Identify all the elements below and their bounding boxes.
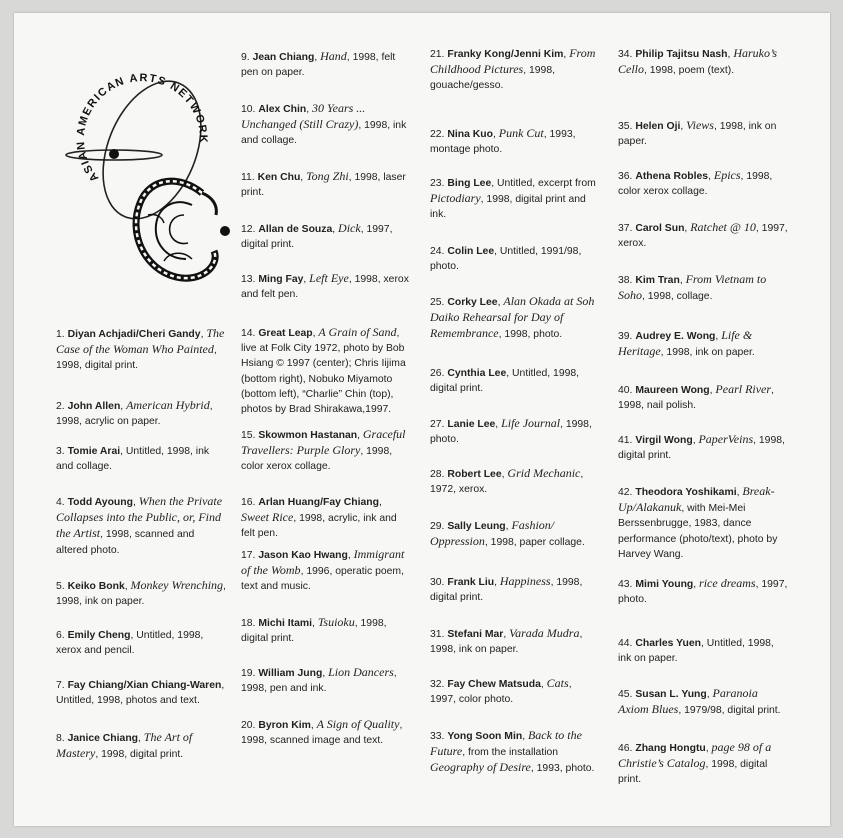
entry-number: 31. <box>430 629 445 640</box>
separator: , <box>706 689 713 700</box>
artist-name: Corky Lee <box>447 297 498 308</box>
entry-number: 12. <box>241 224 256 235</box>
separator: , <box>506 368 513 379</box>
separator: , <box>322 668 329 679</box>
artwork-entry <box>430 574 600 605</box>
artwork-title: Tong Zhi <box>306 169 349 183</box>
artwork-details: Untitled, 1998, ink and collage. <box>56 446 210 473</box>
artwork-entry <box>430 46 600 94</box>
artwork-title: Monkey Wrenching <box>130 578 224 592</box>
artwork-title: Epics <box>713 168 741 182</box>
artwork-details-secondary: , 1998, digital print and ink. <box>430 194 586 221</box>
artwork-details: , 1998, scanned and altered photo. <box>56 529 195 556</box>
entry-number: 4. <box>56 497 65 508</box>
entry-number: 35. <box>618 121 633 132</box>
artwork-entry <box>56 494 226 558</box>
entry-number: 34. <box>618 49 633 60</box>
separator: , <box>124 581 131 592</box>
artwork-title: rice dreams <box>699 576 756 590</box>
artwork-details: , 1997, photo. <box>618 579 788 606</box>
separator: , <box>312 618 318 629</box>
entry-number: 25. <box>430 297 445 308</box>
artwork-details: , 1998, digital print. <box>95 749 184 761</box>
artwork-details: , 1998, ink on paper. <box>56 581 226 608</box>
entry-number: 32. <box>430 679 445 690</box>
artwork-title: Grid Mechanic <box>507 466 581 480</box>
entry-number: 36. <box>618 171 633 182</box>
artwork-entry <box>56 578 226 609</box>
artwork-entry <box>430 676 600 707</box>
separator: , <box>505 521 512 532</box>
artist-name: Sally Leung <box>447 521 506 532</box>
artwork-entry <box>618 382 788 413</box>
artwork-entry <box>241 271 411 302</box>
separator: , <box>693 579 700 590</box>
entry-number: 42. <box>618 487 633 498</box>
separator: , <box>357 430 363 441</box>
artwork-title: Immigrant of the Womb <box>241 547 405 578</box>
artwork-details: , 1998, ink on paper. <box>618 121 777 148</box>
artwork-entry <box>241 427 411 475</box>
artwork-title: The Case of the Woman Who Painted <box>56 326 225 357</box>
artwork-details: , 1998, photo. <box>430 419 592 446</box>
artist-name: Lanie Lee <box>447 419 496 430</box>
artwork-details: , from the installation <box>462 747 559 759</box>
artwork-details: , 1998, ink on paper. <box>430 629 583 656</box>
entry-number: 14. <box>241 328 256 339</box>
artwork-details: , 1998, photo. <box>498 329 563 341</box>
artwork-details: , 1998, color xerox collage. <box>618 171 773 198</box>
entry-number: 29. <box>430 521 445 532</box>
artwork-details: , 1998, acrylic on paper. <box>56 401 213 428</box>
separator: , <box>705 743 712 754</box>
entry-number: 24. <box>430 246 445 257</box>
artist-name: Keiko Bonk <box>67 581 125 592</box>
separator: , <box>680 121 687 132</box>
artist-name: Arlan Huang/Fay Chiang <box>258 497 380 508</box>
separator: , <box>379 497 382 508</box>
separator: , <box>709 385 716 396</box>
artwork-details: Untitled, 1998, ink on paper. <box>618 638 774 665</box>
artwork-entry <box>56 398 226 429</box>
entry-number: 19. <box>241 668 256 679</box>
entry-number: 37. <box>618 223 633 234</box>
artwork-title-secondary: Pictodiary <box>430 191 481 206</box>
artwork-details: Untitled, 1998, xerox and pencil. <box>56 630 204 657</box>
artwork-entry <box>241 717 411 748</box>
artwork-details: , 1997, xerox. <box>618 223 788 250</box>
artwork-entry <box>618 272 788 304</box>
entry-number: 2. <box>56 401 65 412</box>
artwork-details: , 1996, operatic poem, text and music. <box>241 566 404 593</box>
artist-name: Tomie Arai <box>67 446 121 457</box>
artwork-entry <box>618 118 788 149</box>
entry-number: 3. <box>56 446 65 457</box>
artist-name: Mimi Young <box>635 579 694 590</box>
artwork-title: Haruko’s Cello <box>618 46 778 77</box>
entry-number: 26. <box>430 368 445 379</box>
artwork-entry <box>618 740 788 788</box>
entry-number: 27. <box>430 419 445 430</box>
separator: , <box>200 329 207 340</box>
artist-name: William Jung <box>258 668 323 679</box>
asian-american-arts-network-logo <box>52 65 252 290</box>
separator: , <box>303 274 310 285</box>
artwork-entry <box>430 626 600 657</box>
artwork-details: , 1998, laser print. <box>241 172 406 199</box>
separator: , <box>701 638 707 649</box>
separator: , <box>130 630 137 641</box>
artwork-entry <box>618 46 788 78</box>
artwork-title: Graceful Travellers: Purple Glory <box>241 427 406 458</box>
separator: , <box>563 49 570 60</box>
artwork-title: Cats <box>546 676 569 690</box>
entry-number: 8. <box>56 733 65 744</box>
artwork-title: When the Private Collapses into the Public, or, Find the Artist <box>56 494 223 541</box>
artwork-details: , 1993, montage photo. <box>430 129 576 156</box>
entry-number: 11. <box>241 172 255 183</box>
entry-number: 10. <box>241 104 256 115</box>
entry-number: 6. <box>56 630 65 641</box>
entry-number: 20. <box>241 720 256 731</box>
artist-name: John Allen <box>67 401 121 412</box>
artwork-entry <box>430 466 600 497</box>
artwork-details: , 1998, poem (text). <box>644 65 735 77</box>
artwork-title: Lion Dancers <box>328 665 394 679</box>
separator: , <box>312 328 319 339</box>
artwork-details: , 1998, digital print. <box>430 577 583 604</box>
entry-number: 18. <box>241 618 256 629</box>
artwork-details: , with Mei-Mei Berssenbrugge, 1983, dance performance (photo/text), photo by Harvey Wang. <box>618 503 778 560</box>
artwork-title: From Vietnam to Soho <box>618 272 767 303</box>
artwork-title: Dick <box>338 221 361 235</box>
entry-number: 22. <box>430 129 445 140</box>
artwork-details: , 1998, paper collage. <box>484 537 585 549</box>
separator: , <box>736 487 743 498</box>
separator: , <box>494 246 500 257</box>
artwork-title: Left Eye <box>309 271 349 285</box>
logo-text: ASIAN AMERICAN ARTS NETWORK <box>74 72 210 184</box>
artwork-entry <box>430 244 600 274</box>
artwork-title: Break-Up/Alakanuk <box>618 484 775 515</box>
artwork-entry <box>56 730 226 762</box>
artwork-title: 30 Years ... Unchanged (Still Crazy) <box>241 101 366 132</box>
entry-number: 15. <box>241 430 256 441</box>
artwork-entry <box>241 495 411 542</box>
artist-name: Fay Chew Matsuda <box>447 679 541 690</box>
artist-name: Jean Chiang <box>252 52 315 63</box>
artwork-entry <box>430 728 600 777</box>
entry-number: 16. <box>241 497 256 508</box>
artwork-details: , 1998, scanned image and text. <box>241 720 403 747</box>
separator: , <box>679 275 686 286</box>
artwork-title: From Childhood Pictures <box>430 46 596 77</box>
artwork-details: , 1997, color photo. <box>430 679 572 706</box>
artwork-title: PaperVeins <box>698 432 754 446</box>
artwork-details: , 1998, xerox and felt pen. <box>241 274 409 301</box>
artwork-title: Tsuioku <box>317 615 355 629</box>
separator: , <box>540 679 547 690</box>
artwork-entry <box>241 665 411 696</box>
entry-number: 21. <box>430 49 445 60</box>
artwork-title: Sweet Rice <box>241 510 294 525</box>
artwork-details: , 1997, digital print. <box>241 224 393 251</box>
artwork-entry <box>618 168 788 199</box>
artwork-details: , 1998, digital print. <box>241 618 387 645</box>
artwork-title: Life Journal <box>501 416 561 430</box>
separator: , <box>347 550 354 561</box>
entry-number: 1. <box>56 329 65 340</box>
artwork-entry <box>618 636 788 666</box>
separator: , <box>492 129 499 140</box>
artist-name: Athena Robles <box>635 171 709 182</box>
entry-number: 28. <box>430 469 445 480</box>
artist-name: Frank Liu <box>447 577 495 588</box>
artist-name: Maureen Wong <box>635 385 710 396</box>
artwork-entry <box>430 416 600 447</box>
entry-number: 43. <box>618 579 633 590</box>
artist-name: Theodora Yoshikami <box>635 487 737 498</box>
entry-number: 45. <box>618 689 633 700</box>
artist-name: Ken Chu <box>257 172 301 183</box>
entry-number: 13. <box>241 274 256 285</box>
separator: , <box>138 733 144 744</box>
artwork-details: Untitled, 1991/98, photo. <box>430 246 582 273</box>
artist-name: Alex Chin <box>258 104 307 115</box>
separator: , <box>522 731 528 742</box>
entry-number: 41. <box>618 435 633 446</box>
artwork-title-secondary: Geography of Desire <box>430 760 531 775</box>
artwork-title: page 98 of a Christie’s Catalog <box>618 740 772 771</box>
artwork-details: , 1998, gouache/gesso. <box>430 65 555 92</box>
artwork-entry <box>618 220 788 251</box>
separator: , <box>494 577 500 588</box>
artwork-entry <box>56 628 226 658</box>
artwork-details: Untitled, 1998, digital print. <box>430 368 580 395</box>
artwork-entry <box>241 49 411 80</box>
artwork-title: American Hybrid <box>126 398 210 412</box>
artwork-title: Views <box>686 118 714 132</box>
artwork-entry <box>241 101 411 149</box>
artist-name: Colin Lee <box>447 246 495 257</box>
artwork-entry <box>241 547 411 595</box>
artwork-title: Ratchet @ 10 <box>690 220 756 234</box>
artist-name: Michi Itami <box>258 618 313 629</box>
separator: , <box>221 680 225 691</box>
entry-number: 44. <box>618 638 633 649</box>
artwork-title: A Grain of Sand <box>318 325 397 339</box>
artwork-title: Punk Cut <box>498 126 544 140</box>
artist-name: Todd Ayoung <box>67 497 133 508</box>
artwork-entry <box>430 294 600 343</box>
separator: , <box>503 629 510 640</box>
entry-number: 17. <box>241 550 256 561</box>
artwork-details: , 1972, xerox. <box>430 469 584 496</box>
artwork-title: Life & Heritage <box>618 328 753 359</box>
artist-name: Franky Kong/Jenni Kim <box>447 49 564 60</box>
entry-number: 46. <box>618 743 633 754</box>
entry-number: 7. <box>56 680 65 691</box>
artist-name: Helen Oji <box>635 121 681 132</box>
artwork-title: Alan Okada at Soh Daiko Rehearsal for Day of Remembrance <box>430 294 595 341</box>
artist-name: Stefani Mar <box>447 629 504 640</box>
separator: , <box>495 419 502 430</box>
separator: , <box>132 497 139 508</box>
artist-name: Fay Chiang/Xian Chiang-Waren <box>67 680 222 691</box>
artist-name: Jason Kao Hwang <box>258 550 348 561</box>
artist-name: Yong Soon Min <box>447 731 523 742</box>
artwork-entry <box>618 484 788 562</box>
artwork-details: , 1998, acrylic, ink and felt pen. <box>241 513 397 540</box>
artist-name: Philip Tajitsu Nash <box>635 49 728 60</box>
artwork-details: , 1979/98, digital print. <box>678 705 781 717</box>
entry-number: 9. <box>241 52 250 63</box>
entry-number: 23. <box>430 178 445 189</box>
artwork-entry <box>56 326 226 374</box>
artist-name: Diyan Achjadi/Cheri Gandy <box>67 329 201 340</box>
separator: , <box>727 49 734 60</box>
artwork-entry <box>241 169 411 200</box>
artwork-details: , 1998, nail polish. <box>618 385 774 412</box>
artwork-entry <box>241 325 411 417</box>
artist-name: Charles Yuen <box>635 638 701 649</box>
artwork-details-secondary: , 1993, photo. <box>530 763 595 775</box>
artwork-details: Untitled, 1998, photos and text. <box>56 695 200 707</box>
artist-name: Susan L. Yung <box>635 689 707 700</box>
separator: , <box>310 720 317 731</box>
separator: , <box>715 331 722 342</box>
artwork-title: The Art of Mastery <box>56 730 193 761</box>
artist-name: Ming Fay <box>258 274 304 285</box>
separator: , <box>692 435 699 446</box>
artist-name: Zhang Hongtu <box>635 743 706 754</box>
artist-name: Audrey E. Wong <box>635 331 716 342</box>
artwork-details: , 1998, digital print. <box>618 435 785 462</box>
artwork-title: Back to the Future <box>430 728 582 759</box>
separator: , <box>332 224 339 235</box>
entry-number: 33. <box>430 731 445 742</box>
artwork-details: , 1998, felt pen on paper. <box>241 52 396 79</box>
artist-name: Skowmon Hastanan <box>258 430 358 441</box>
artwork-title: Varada Mudra <box>509 626 580 640</box>
artwork-details: , 1998, ink on paper. <box>660 347 755 359</box>
artwork-entry <box>56 678 226 708</box>
artwork-entry <box>430 518 600 550</box>
artwork-entry <box>241 615 411 646</box>
artwork-entry <box>430 126 600 157</box>
artwork-title: Pearl River <box>715 382 772 396</box>
artwork-title: Fashion/ Oppression <box>430 518 555 549</box>
artist-name: Kim Tran <box>635 275 680 286</box>
separator: , <box>497 297 504 308</box>
artwork-entry <box>618 576 788 607</box>
entry-number: 39. <box>618 331 633 342</box>
artist-name: Nina Kuo <box>447 129 493 140</box>
separator: , <box>684 223 691 234</box>
artwork-details: , 1998, digital print. <box>56 345 217 372</box>
artwork-entry <box>430 366 600 396</box>
artwork-entry <box>618 432 788 463</box>
artwork-title: A Sign of Quality <box>316 717 400 731</box>
entry-number: 5. <box>56 581 65 592</box>
separator: , <box>120 446 126 457</box>
artist-name: Allan de Souza <box>258 224 333 235</box>
separator: , <box>708 171 714 182</box>
artist-name: Carol Sun <box>635 223 685 234</box>
artwork-details: , live at Folk City 1972, photo by Bob Hsiang © 1997 (center); Chris Iijima (bottom right), Nobuko Miyamoto (bottom left), “Charlie” Chin (top), photos by Brad Shirakawa,1997. <box>241 328 406 416</box>
entry-number: 30. <box>430 577 445 588</box>
dragon-seal-icon <box>136 181 230 278</box>
artwork-entry <box>430 176 600 223</box>
separator: , <box>314 52 321 63</box>
artwork-details: , 1998, collage. <box>642 291 713 303</box>
artwork-details: , 1998, pen and ink. <box>241 668 397 695</box>
artist-name: Byron Kim <box>258 720 311 731</box>
artwork-details: , 1998, ink and collage. <box>241 120 407 147</box>
artwork-title: Happiness <box>499 574 551 588</box>
artist-name: Great Leap <box>258 328 313 339</box>
artwork-entry <box>56 444 226 474</box>
entry-number: 40. <box>618 385 633 396</box>
artwork-entry <box>241 221 411 252</box>
artwork-details: Untitled, excerpt from <box>497 178 596 189</box>
artwork-title: Hand <box>320 49 347 63</box>
artist-name: Robert Lee <box>447 469 502 480</box>
separator: , <box>306 104 313 115</box>
artist-name: Virgil Wong <box>635 435 693 446</box>
entry-number: 38. <box>618 275 633 286</box>
artist-name: Bing Lee <box>447 178 492 189</box>
separator: , <box>300 172 307 183</box>
artist-name: Janice Chiang <box>67 733 139 744</box>
artwork-details: , 1998, color xerox collage. <box>241 446 393 473</box>
artwork-entry <box>618 686 788 718</box>
separator: , <box>120 401 127 412</box>
artwork-title: Paranoia Axiom Blues <box>618 686 758 717</box>
artist-name: Emily Cheng <box>67 630 131 641</box>
separator: , <box>491 178 498 189</box>
artwork-details: , 1998, digital print. <box>618 759 768 786</box>
artwork-entry <box>618 328 788 360</box>
artist-name: Cynthia Lee <box>447 368 507 379</box>
catalog-sheet <box>14 13 830 826</box>
separator: , <box>501 469 508 480</box>
